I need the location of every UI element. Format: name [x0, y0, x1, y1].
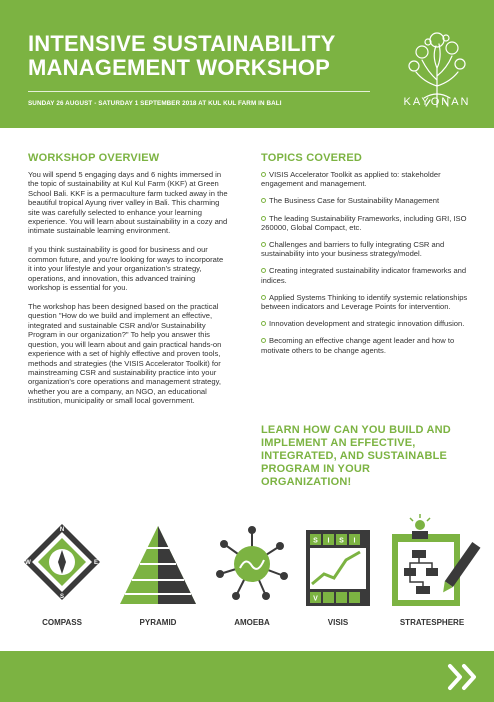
- amoeba-label: AMOEBA: [234, 618, 270, 627]
- visis-letter: V: [313, 595, 318, 603]
- compass-letter-w: W: [25, 560, 31, 566]
- list-item: The leading Sustainability Frameworks, including GRI, ISO 260000, Global Compact, etc.: [261, 213, 467, 232]
- overview-heading: WORKSHOP OVERVIEW: [28, 152, 160, 164]
- compass-label: COMPASS: [42, 618, 82, 627]
- compass-icon: [20, 512, 104, 612]
- visis-letter: S: [339, 537, 344, 545]
- visis-label: VISIS: [327, 618, 349, 627]
- event-dates: SUNDAY 26 AUGUST - SATURDAY 1 SEPTEMBER 2018 AT KUL KUL FARM IN BALI: [28, 100, 282, 107]
- pyramid-icon: [116, 512, 200, 612]
- title-line-2: MANAGEMENT WORKSHOP: [28, 55, 331, 80]
- compass-letter-n: N: [59, 527, 65, 533]
- page-title: [28, 32, 388, 80]
- overview-body: [28, 170, 228, 415]
- pyramid-label: PYRAMID: [139, 618, 177, 627]
- title-line-1: INTENSIVE SUSTAINABILITY: [28, 31, 336, 56]
- compass-letter-s: S: [59, 594, 65, 600]
- visis-letter: I: [327, 537, 330, 545]
- double-chevron-right-icon[interactable]: [446, 662, 480, 692]
- overview-paragraph: You will spend 5 engaging days and 6 nights immersed in the topic of sustainability at Kul Kul Farm (KKF) at Green School Bali. KKF is a permaculture farm tucked away in the beautiful tropical Ayung river valley in Bali. This charming site was carefully selected to enhance your learning experience. You will learn about sustainability in a cozy and intimate sustainable learning environment.: [28, 170, 228, 236]
- bullet-icon: [261, 242, 266, 247]
- stratesphere-tool: [382, 512, 482, 632]
- header-divider: [28, 91, 370, 92]
- amoeba-icon: [210, 512, 294, 612]
- list-item: Becoming an effective change agent leader and how to motivate others to be change agents.: [261, 336, 455, 355]
- bullet-icon: [261, 172, 266, 177]
- bullet-icon: [261, 338, 266, 343]
- amoeba-tool: [210, 512, 294, 632]
- compass-tool: [20, 512, 104, 632]
- pyramid-tool: [116, 512, 200, 632]
- stratesphere-icon: [382, 512, 482, 612]
- topics-list: [261, 170, 473, 363]
- visis-tool: [300, 512, 376, 632]
- visis-icon: [300, 512, 376, 612]
- overview-paragraph: The workshop has been designed based on the practical question "How do we build and implement an effective, integrated and sustainable CSR and/or Sustainability Program in our organization?" To help you answer this question, you will learn about and gain practical hands-on experience with a set of highly effective and proven tools, methods and strategies (the VISIS Accelerator Toolkit) for mainstreaming CSR and sustainability practice into your organization's core operations and management strategy, whether you are a company, an NGO, an educational institution, municipality or small local government.: [28, 302, 222, 406]
- list-item: VISIS Accelerator Toolkit as applied to: stakeholder engagement and management.: [261, 170, 441, 189]
- list-item: The Business Case for Sustainability Management: [261, 196, 473, 205]
- list-item: Challenges and barriers to fully integrating CSR and sustainability into your business strategy/model.: [261, 240, 445, 259]
- list-item: Innovation development and strategic innovation diffusion.: [261, 319, 473, 328]
- bullet-icon: [261, 321, 266, 326]
- visis-letter: S: [313, 537, 318, 545]
- footer-bar: [0, 651, 494, 702]
- bullet-icon: [261, 268, 266, 273]
- visis-letter: I: [353, 537, 356, 545]
- topics-heading: TOPICS COVERED: [261, 152, 363, 164]
- stratesphere-label: STRATESPHERE: [399, 618, 465, 627]
- bullet-icon: [261, 216, 266, 221]
- compass-letter-e: E: [93, 560, 99, 566]
- bullet-icon: [261, 198, 266, 203]
- logo-wordmark: KAYONAN: [403, 96, 471, 108]
- list-item: Creating integrated sustainability indicator frameworks and indices.: [261, 266, 467, 285]
- overview-paragraph: If you think sustainability is good for business and our common future, and you're looking for ways to incorporate it into your lifestyle and your organization's strategy, operations, and innovation, this advanced training workshop is essential for you.: [28, 245, 224, 293]
- bullet-icon: [261, 295, 266, 300]
- call-to-action: LEARN HOW CAN YOU BUILD AND IMPLEMENT AN EFFECTIVE, INTEGRATED, AND SUSTAINABLE PROGRAM IN YOUR ORGANIZATION!: [261, 424, 451, 488]
- list-item: Applied Systems Thinking to identify systemic relationships between indicators and Leverage Points for intervention.: [261, 292, 468, 312]
